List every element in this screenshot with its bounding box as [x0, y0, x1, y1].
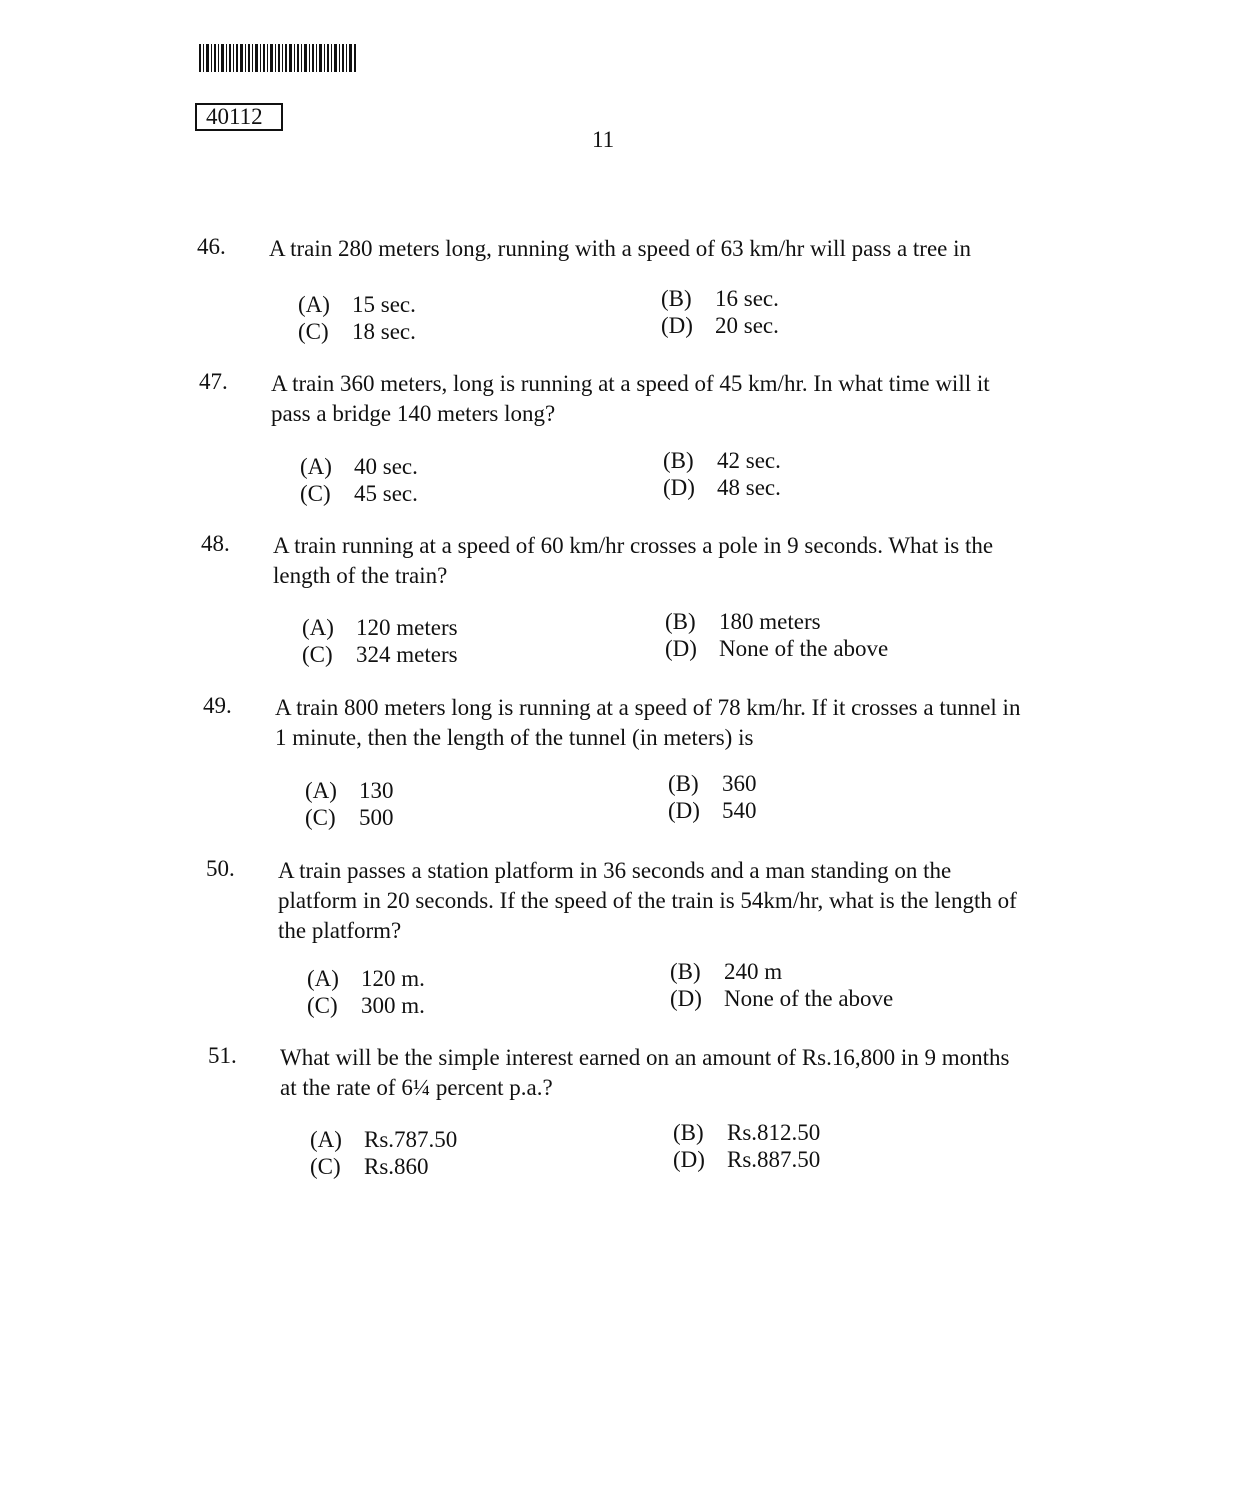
option-a[interactable]	[310, 1127, 457, 1153]
option-d[interactable]	[673, 1147, 820, 1173]
option-letter: (B)	[661, 286, 692, 311]
option-text: 300 m.	[361, 993, 425, 1018]
question-text: A train 280 meters long, running with a speed of 63 km/hr will pass a tree in	[269, 236, 972, 261]
option-letter: (B)	[663, 448, 694, 473]
option-text: Rs.860	[364, 1154, 429, 1179]
option-d[interactable]	[665, 636, 888, 662]
option-letter: (C)	[302, 642, 333, 667]
option-letter: (C)	[305, 805, 336, 830]
option-text: 15 sec.	[352, 292, 416, 317]
option-letter: (D)	[661, 313, 693, 338]
option-a[interactable]	[298, 292, 416, 318]
option-c[interactable]	[298, 319, 416, 345]
option-text: None of the above	[719, 636, 889, 661]
option-letter: (D)	[670, 986, 702, 1011]
option-letter: (D)	[668, 798, 700, 823]
option-text: 120 meters	[356, 615, 458, 640]
question-text: A train 360 meters, long is running at a speed of 45 km/hr. In what time will it pass a bridge 140 meters long?	[271, 371, 990, 426]
option-text: 130	[359, 778, 394, 803]
question-text: A train 800 meters long is running at a speed of 78 km/hr. If it crosses a tunnel in 1 minute, then the length of the tunnel (in meters) is	[275, 695, 1021, 750]
option-letter: (B)	[673, 1120, 704, 1145]
option-b[interactable]	[661, 286, 779, 312]
option-letter: (B)	[668, 771, 699, 796]
option-text: 120 m.	[361, 966, 425, 991]
option-c[interactable]	[300, 481, 418, 507]
option-text: 324 meters	[356, 642, 458, 667]
option-c[interactable]	[310, 1154, 429, 1180]
option-letter: (C)	[307, 993, 338, 1018]
option-text: Rs.887.50	[727, 1147, 821, 1172]
question-number: 49.	[203, 693, 232, 718]
option-text: 500	[359, 805, 394, 830]
option-text: 40 sec.	[354, 454, 418, 479]
option-c[interactable]	[305, 805, 394, 831]
option-letter: (D)	[673, 1147, 705, 1172]
option-b[interactable]	[668, 771, 757, 797]
option-letter: (D)	[663, 475, 695, 500]
question-number: 51.	[208, 1043, 237, 1068]
option-letter: (C)	[310, 1154, 341, 1179]
option-d[interactable]	[670, 986, 893, 1012]
option-a[interactable]	[305, 778, 394, 804]
option-text: 48 sec.	[717, 475, 781, 500]
option-text: 16 sec.	[715, 286, 779, 311]
option-b[interactable]	[670, 959, 782, 985]
paper-code-box: 40112	[195, 103, 283, 131]
option-letter: (A)	[305, 778, 337, 803]
option-a[interactable]	[302, 615, 458, 641]
question-text: What will be the simple interest earned on an amount of Rs.16,800 in 9 months at the rate of 6¼ percent p.a.?	[280, 1045, 1010, 1100]
option-c[interactable]	[307, 993, 425, 1019]
option-letter: (B)	[670, 959, 701, 984]
option-letter: (A)	[310, 1127, 342, 1152]
option-text: Rs.787.50	[364, 1127, 458, 1152]
option-text: 20 sec.	[715, 313, 779, 338]
option-text: 180 meters	[719, 609, 821, 634]
option-letter: (B)	[665, 609, 696, 634]
option-text: 540	[722, 798, 757, 823]
option-a[interactable]	[307, 966, 425, 992]
question-number: 46.	[197, 234, 226, 259]
option-b[interactable]	[673, 1120, 820, 1146]
option-letter: (A)	[298, 292, 330, 317]
option-text: 240 m	[724, 959, 783, 984]
option-c[interactable]	[302, 642, 458, 668]
option-d[interactable]	[661, 313, 779, 339]
option-d[interactable]	[663, 475, 781, 501]
option-d[interactable]	[668, 798, 757, 824]
option-text: 360	[722, 771, 757, 796]
option-text: 42 sec.	[717, 448, 781, 473]
option-b[interactable]	[665, 609, 821, 635]
option-text: None of the above	[724, 986, 894, 1011]
option-text: 45 sec.	[354, 481, 418, 506]
option-letter: (A)	[300, 454, 332, 479]
option-text: Rs.812.50	[727, 1120, 821, 1145]
barcode	[199, 44, 356, 72]
option-a[interactable]	[300, 454, 418, 480]
option-letter: (A)	[302, 615, 334, 640]
option-b[interactable]	[663, 448, 781, 474]
question-number: 47.	[199, 369, 228, 394]
question-text: A train passes a station platform in 36 seconds and a man standing on the platform in 20 seconds. If the speed of the train is 54km/hr, what is the length of the platform?	[278, 858, 1017, 943]
option-letter: (C)	[298, 319, 329, 344]
option-letter: (D)	[665, 636, 697, 661]
page-number: 11	[592, 127, 615, 152]
question-number: 48.	[201, 531, 230, 556]
option-letter: (C)	[300, 481, 331, 506]
question-text: A train running at a speed of 60 km/hr crosses a pole in 9 seconds. What is the length of the train?	[273, 533, 994, 588]
option-letter: (A)	[307, 966, 339, 991]
question-number: 50.	[206, 856, 235, 881]
option-text: 18 sec.	[352, 319, 416, 344]
